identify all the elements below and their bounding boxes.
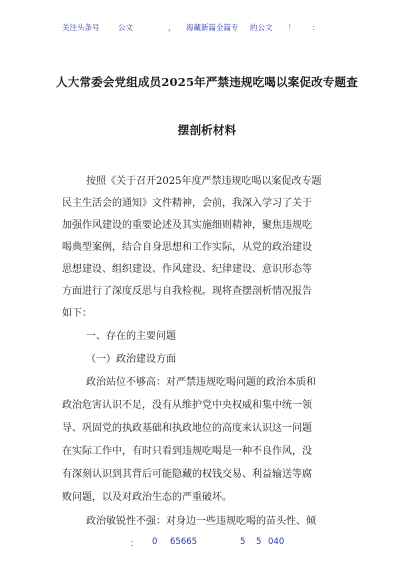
paragraph-line: 政治站位不够高：对严禁违规吃喝问题的政治本质和 [86, 377, 316, 388]
header-link-gongwen-2[interactable]: 的公文 [250, 23, 273, 32]
paragraph-line: 政治敏锐性不强：对身边一些违规吃喝的苗头性、倾 [86, 516, 316, 527]
header-mark-exclaim: ！ [288, 23, 296, 32]
intro-line: 加强作风建设的重要论述及其实施细则精神，聚焦违规吃 [62, 220, 312, 231]
paragraph-line: 败问题，以及对政治生态的严重破坏。 [62, 492, 232, 503]
intro-line: 按照《关于召开2025年度严禁违规吃喝以案促改专题 [86, 176, 322, 187]
paragraph-line: 导、巩固党的执政基础和执政地位的高度来认识这一问题 [62, 423, 312, 434]
paragraph-line: 有深刻认识到其背后可能隐藏的权钱交易、利益输送等腐 [62, 469, 312, 480]
footer-number: 5 [256, 537, 262, 547]
footer-colon: ： [130, 539, 139, 549]
footer-number: 5 [240, 537, 246, 547]
intro-line: 如下： [62, 308, 92, 319]
footer-number: 65665 [170, 537, 198, 547]
intro-line: 方面进行了深度反思与自我检视。现将查摆剖析情况报告 [62, 286, 312, 297]
intro-line: 民主生活会的通知》文件精神，会前，我深入学习了关于 [62, 198, 312, 209]
document-title-line-2: 摆剖析材料 [177, 123, 237, 137]
footer-number: 0 [152, 537, 158, 547]
footer-bar [0, 537, 408, 551]
paragraph-line: 政治危害认识不足，没有从维护党中央权威和集中统一领 [62, 400, 312, 411]
section-heading: 一、存在的主要问题 [86, 331, 176, 342]
header-link-collection[interactable]: 海藏新篇全篇专 [186, 23, 239, 32]
header-link-toutiao[interactable]: 关注头条号 [62, 23, 100, 32]
header-mark-colon: ： [312, 23, 320, 32]
intro-line: 喝典型案例，结合自身思想和工作实际，从党的政治建设 [62, 242, 312, 253]
footer-number: 040 [268, 537, 285, 547]
document-title-line-1: 人大常委会党组成员2025年严禁违规吃喝以案促改专题查 [56, 75, 358, 89]
top-link-bar [0, 22, 408, 36]
header-comma: ， [168, 23, 176, 32]
header-link-gongwen[interactable]: 公文 [118, 23, 133, 32]
paragraph-line: 在实际工作中，有时只看到违规吃喝是一种不良作风，没 [62, 446, 312, 457]
intro-line: 思想建设、组织建设、作风建设、纪律建设、意识形态等 [62, 264, 312, 275]
subsection-heading: （一）政治建设方面 [86, 354, 176, 365]
